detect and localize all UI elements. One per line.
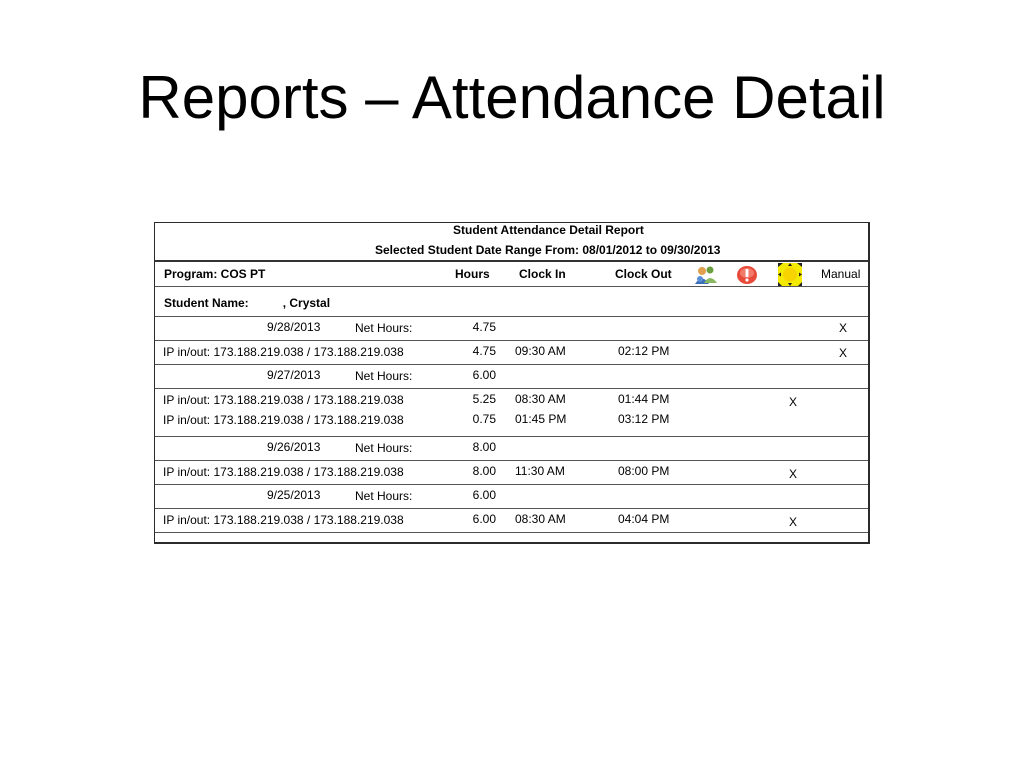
divider xyxy=(155,340,868,341)
ip-in-out: IP in/out: 173.188.219.038 / 173.188.219.038 xyxy=(163,513,404,527)
clock-out-time: 01:44 PM xyxy=(618,392,670,406)
entry-hours: 8.00 xyxy=(472,464,496,478)
entry-hours: 6.00 xyxy=(472,512,496,526)
student-name-value: , Crystal xyxy=(282,296,331,310)
net-hours-label: Net Hours: xyxy=(355,441,413,455)
divider xyxy=(155,316,868,317)
day-date: 9/27/2013 xyxy=(267,368,321,382)
day-date: 9/26/2013 xyxy=(267,440,321,454)
day-date: 9/25/2013 xyxy=(267,488,321,502)
entry-hours: 4.75 xyxy=(472,344,496,358)
ip-in-out: IP in/out: 173.188.219.038 / 173.188.219.038 xyxy=(163,465,404,479)
entry-hours: 5.25 xyxy=(472,392,496,406)
divider xyxy=(155,460,868,461)
divider xyxy=(155,508,868,509)
clock-in-time: 11:30 AM xyxy=(515,464,565,478)
column-header-clock-out: Clock Out xyxy=(615,267,672,281)
divider xyxy=(155,532,868,533)
slide-title: Reports – Attendance Detail xyxy=(138,64,886,131)
clock-out-time: 08:00 PM xyxy=(618,464,670,478)
clock-in-time: 01:45 PM xyxy=(515,412,567,426)
clock-out-time: 03:12 PM xyxy=(618,412,670,426)
clock-in-time: 09:30 AM xyxy=(515,344,566,358)
people-icon xyxy=(693,264,719,286)
student-name-label: Student Name: , Crystal xyxy=(164,296,331,310)
net-hours-label: Net Hours: xyxy=(355,321,413,335)
divider xyxy=(155,260,868,262)
manual-mark: X xyxy=(839,321,848,335)
flag-mark: X xyxy=(789,395,798,409)
clock-out-time: 02:12 PM xyxy=(618,344,670,358)
day-net-hours: 6.00 xyxy=(472,488,496,502)
net-hours-label: Net Hours: xyxy=(355,489,413,503)
ip-in-out: IP in/out: 173.188.219.038 / 173.188.219.038 xyxy=(163,345,404,359)
divider xyxy=(155,364,868,365)
flag-mark: X xyxy=(789,515,798,529)
alert-icon xyxy=(736,265,758,285)
column-header-manual: Manual xyxy=(821,267,861,281)
net-hours-label: Net Hours: xyxy=(355,369,413,383)
divider xyxy=(155,484,868,485)
day-net-hours: 8.00 xyxy=(472,440,496,454)
report-date-range: Selected Student Date Range From: 08/01/2012 to 09/30/2013 xyxy=(375,243,721,257)
ip-in-out: IP in/out: 173.188.219.038 / 173.188.219.038 xyxy=(163,393,404,407)
clock-in-time: 08:30 AM xyxy=(515,392,566,406)
program-label: Program: COS PT xyxy=(164,267,266,281)
clock-out-time: 04:04 PM xyxy=(618,512,670,526)
attendance-report xyxy=(154,222,870,544)
ip-in-out: IP in/out: 173.188.219.038 / 173.188.219.038 xyxy=(163,413,404,427)
manual-mark: X xyxy=(839,346,848,360)
divider xyxy=(155,388,868,389)
day-net-hours: 6.00 xyxy=(472,368,496,382)
sun-icon xyxy=(778,263,802,286)
clock-in-time: 08:30 AM xyxy=(515,512,566,526)
column-header-clock-in: Clock In xyxy=(519,267,566,281)
day-date: 9/28/2013 xyxy=(267,320,321,334)
column-header-hours: Hours xyxy=(455,267,490,281)
entry-hours: 0.75 xyxy=(472,412,496,426)
divider xyxy=(155,436,868,437)
divider xyxy=(155,286,868,287)
flag-mark: X xyxy=(789,467,798,481)
day-net-hours: 4.75 xyxy=(472,320,496,334)
report-title: Student Attendance Detail Report xyxy=(453,223,644,237)
